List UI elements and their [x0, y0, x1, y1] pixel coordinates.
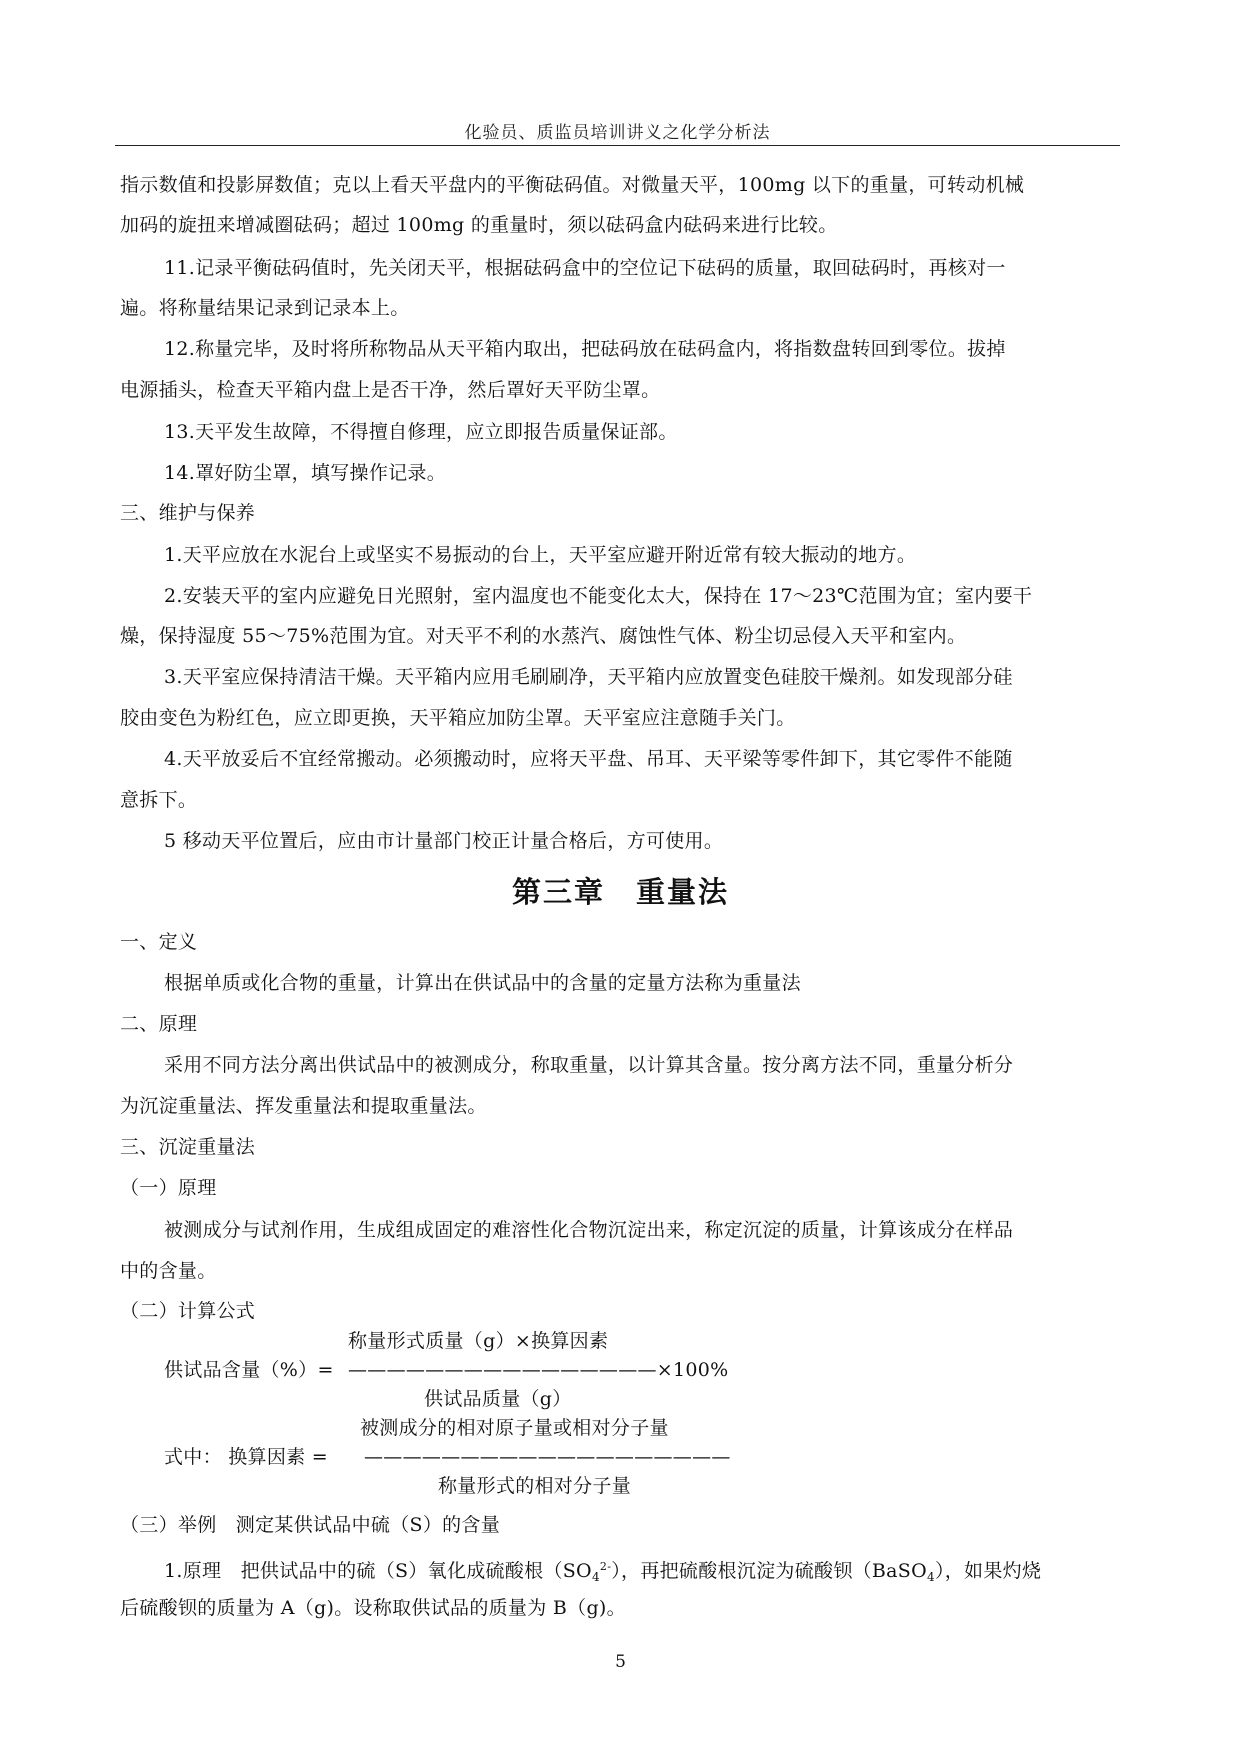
text-line: 电源插头，检查天平箱内盘上是否干净，然后罩好天平防尘罩。 — [120, 379, 661, 401]
section-heading: 二、原理 — [120, 1013, 198, 1035]
formula2-fraction-bar: ——————————————————— — [364, 1446, 731, 1468]
text-line: 被测成分与试剂作用，生成组成固定的难溶性化合物沉淀出来，称定沉淀的质量，计算该成分在样品 — [164, 1219, 1014, 1241]
example-text: 1.原理 把供试品中的硫（S）氧化成硫酸根（SO — [164, 1560, 592, 1582]
text-line: 遍。将称量结果记录到记录本上。 — [120, 297, 410, 319]
text-line: 采用不同方法分离出供试品中的被测成分，称取重量，以计算其含量。按分离方法不同，重量分析分 — [164, 1054, 1014, 1076]
superscript: 2- — [599, 1560, 612, 1573]
text-line: 燥，保持湿度 55～75%范围为宜。对天平不利的水蒸汽、腐蚀性气体、粉尘切忌侵入天平和室内。 — [120, 625, 967, 647]
formula1-denominator: 供试品质量（g） — [424, 1388, 572, 1410]
formula1-numerator: 称量形式质量（g）×换算因素 — [348, 1330, 609, 1352]
text-line: 加码的旋扭来增减圈砝码；超过 100mg 的重量时，须以砝码盒内砝码来进行比较。 — [120, 214, 838, 236]
subsection-heading: （一）原理 — [120, 1177, 217, 1199]
section-heading: 三、维护与保养 — [120, 502, 256, 524]
text-line: 13.天平发生故障，不得擅自修理，应立即报告质量保证部。 — [164, 421, 678, 443]
text-line: 后硫酸钡的质量为 A（g)。设称取供试品的质量为 B（g)。 — [120, 1597, 626, 1619]
text-line: 3.天平室应保持清洁干燥。天平箱内应用毛刷刷净，天平箱内应放置变色硅胶干燥剂。如发现部分硅 — [164, 666, 1013, 688]
text-line: 12.称量完毕，及时将所称物品从天平箱内取出，把砝码放在砝码盒内，将指数盘转回到零位。拔掉 — [164, 338, 1006, 360]
text-line: 胶由变色为粉红色，应立即更换，天平箱应加防尘罩。天平室应注意随手关门。 — [120, 707, 796, 729]
subscript: 4 — [591, 1570, 600, 1584]
section-heading: 三、沉淀重量法 — [120, 1136, 256, 1158]
text-line: 中的含量。 — [120, 1260, 217, 1282]
subsection-heading: （二）计算公式 — [120, 1300, 256, 1322]
page-number: 5 — [615, 1652, 626, 1672]
text-line: 意拆下。 — [120, 789, 198, 811]
example-text: ），再把硫酸根沉淀为硫酸钡（BaSO — [611, 1560, 928, 1582]
example-text: ），如果灼烧 — [934, 1560, 1042, 1582]
formula2-denominator: 称量形式的相对分子量 — [438, 1475, 632, 1497]
text-line: 指示数值和投影屏数值；克以上看天平盘内的平衡砝码值。对微量天平，100mg 以下的重量，可转动机械 — [120, 174, 1025, 196]
chapter-title: 第三章 重量法 — [511, 875, 729, 909]
text-line: 4.天平放妥后不宜经常搬动。必须搬动时，应将天平盘、吊耳、天平梁等零件卸下，其它零件不能随 — [164, 748, 1013, 770]
formula1-left: 供试品含量（%）= — [164, 1359, 334, 1381]
text-line: 2.安装天平的室内应避免日光照射，室内温度也不能变化太大，保持在 17～23℃范围为宜；室内要干 — [164, 585, 1033, 607]
running-header: 化验员、质监员培训讲义之化学分析法 — [464, 123, 771, 143]
text-line: 1.天平应放在水泥台上或坚实不易振动的台上，天平室应避开附近常有较大振动的地方。 — [164, 544, 917, 566]
text-line: 根据单质或化合物的重量，计算出在供试品中的含量的定量方法称为重量法 — [164, 972, 801, 994]
formula1-fraction-bar: ————————————————×100% — [348, 1359, 729, 1381]
text-line: 14.罩好防尘罩，填写操作记录。 — [164, 462, 447, 484]
header-rule — [115, 145, 1120, 146]
formula2-numerator: 被测成分的相对原子量或相对分子量 — [360, 1417, 669, 1439]
text-line: 11.记录平衡砝码值时，先关闭天平，根据砝码盒中的空位记下砝码的质量，取回砝码时，再核对一 — [164, 257, 1006, 279]
text-line: 为沉淀重量法、挥发重量法和提取重量法。 — [120, 1095, 487, 1117]
subsection-heading: （三）举例 测定某供试品中硫（S）的含量 — [120, 1514, 501, 1536]
formula2-left: 式中： 换算因素 = — [164, 1446, 328, 1468]
text-line: 5 移动天平位置后，应由市计量部门校正计量合格后，方可使用。 — [164, 830, 724, 852]
subscript: 4 — [927, 1570, 935, 1584]
section-heading: 一、定义 — [120, 931, 198, 953]
example-line — [164, 1555, 1041, 1589]
